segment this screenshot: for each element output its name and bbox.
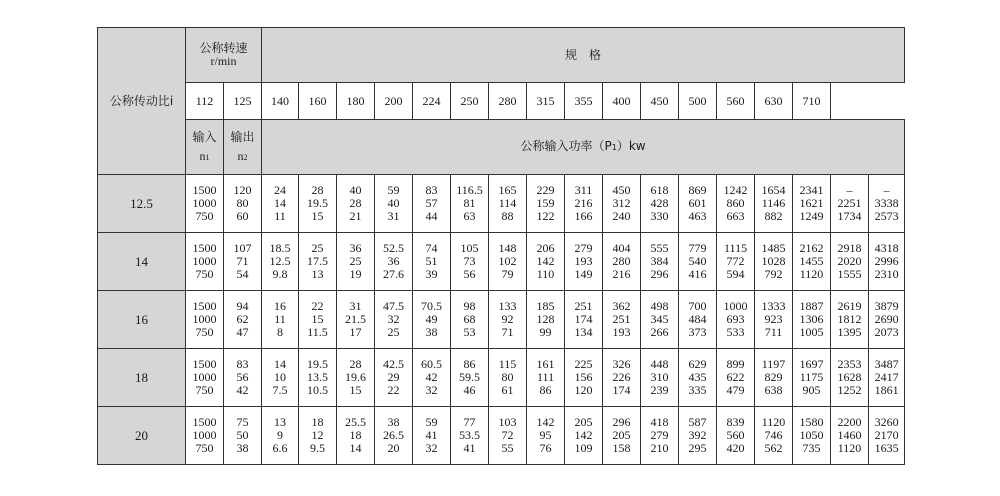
ratio-cell: 16: [98, 291, 186, 349]
power-cell: 3487 2417 1861: [869, 349, 905, 407]
input-speed-cell: 1500 1000 750: [186, 291, 224, 349]
ratio-cell: 14: [98, 233, 186, 291]
power-cell: 36 25 19: [337, 233, 375, 291]
size-header-160: 160: [299, 83, 337, 120]
table-row: [98, 291, 905, 349]
power-cell: 40 28 21: [337, 175, 375, 233]
output-speed-cell: 107 71 54: [224, 233, 262, 291]
power-cell: 142 95 76: [527, 407, 565, 465]
power-cell: 1197 829 638: [755, 349, 793, 407]
power-cell: 86 59.5 46: [451, 349, 489, 407]
power-cell: 28 19.6 15: [337, 349, 375, 407]
power-cell: 31 21.5 17: [337, 291, 375, 349]
size-header-400: 400: [603, 83, 641, 120]
size-header-500: 500: [679, 83, 717, 120]
power-cell: 450 312 240: [603, 175, 641, 233]
power-cell: 161 111 86: [527, 349, 565, 407]
power-cell: 98 68 53: [451, 291, 489, 349]
power-cell: 165 114 88: [489, 175, 527, 233]
power-cell: 869 601 463: [679, 175, 717, 233]
power-cell: 2162 1455 1120: [793, 233, 831, 291]
power-cell: 587 392 295: [679, 407, 717, 465]
power-cell: 19.5 13.5 10.5: [299, 349, 337, 407]
spec-header: 规 格: [262, 28, 905, 83]
power-cell: 18.5 12.5 9.8: [262, 233, 299, 291]
power-cell: 629 435 335: [679, 349, 717, 407]
power-cell: 16 11 8: [262, 291, 299, 349]
power-cell: 1654 1146 882: [755, 175, 793, 233]
power-cell: 279 193 149: [565, 233, 603, 291]
power-cell: 70.5 49 38: [413, 291, 451, 349]
size-header-250: 250: [451, 83, 489, 120]
power-cell: 2341 1621 1249: [793, 175, 831, 233]
power-cell: 448 310 239: [641, 349, 679, 407]
size-header-180: 180: [337, 83, 375, 120]
output-speed-cell: 120 80 60: [224, 175, 262, 233]
ratio-header: 公称传动比i: [98, 28, 186, 175]
rating-table: [97, 27, 905, 465]
power-cell: 148 102 79: [489, 233, 527, 291]
power-cell: 47.5 32 25: [375, 291, 413, 349]
power-cell: 60.5 42 32: [413, 349, 451, 407]
power-cell: 103 72 55: [489, 407, 527, 465]
power-cell: 225 156 120: [565, 349, 603, 407]
power-cell: 3260 2170 1635: [869, 407, 905, 465]
ratio-cell: 20: [98, 407, 186, 465]
power-cell: 133 92 71: [489, 291, 527, 349]
table-row: [98, 175, 905, 233]
ratio-cell: 12.5: [98, 175, 186, 233]
power-cell: 1580 1050 735: [793, 407, 831, 465]
power-cell: 42.5 29 22: [375, 349, 413, 407]
power-cell: 1887 1306 1005: [793, 291, 831, 349]
size-header-125: 125: [224, 83, 262, 120]
power-cell: 2200 1460 1120: [831, 407, 869, 465]
power-cell: 24 14 11: [262, 175, 299, 233]
size-header-450: 450: [641, 83, 679, 120]
power-cell: 105 73 56: [451, 233, 489, 291]
power-cell: 4318 2996 2310: [869, 233, 905, 291]
power-cell: 22 15 11.5: [299, 291, 337, 349]
input-speed-cell: 1500 1000 750: [186, 233, 224, 291]
power-cell: 899 622 479: [717, 349, 755, 407]
power-cell: 1000 693 533: [717, 291, 755, 349]
power-cell: 115 80 61: [489, 349, 527, 407]
power-cell: 116.5 81 63: [451, 175, 489, 233]
power-cell: 618 428 330: [641, 175, 679, 233]
input-speed-cell: 1500 1000 750: [186, 349, 224, 407]
power-cell: 2353 1628 1252: [831, 349, 869, 407]
power-cell: 83 57 44: [413, 175, 451, 233]
power-cell: 251 174 134: [565, 291, 603, 349]
power-cell: 3879 2690 2073: [869, 291, 905, 349]
power-cell: 700 484 373: [679, 291, 717, 349]
size-header-200: 200: [375, 83, 413, 120]
power-cell: 1333 923 711: [755, 291, 793, 349]
power-cell: 28 19.5 15: [299, 175, 337, 233]
power-cell: 1242 860 663: [717, 175, 755, 233]
size-header-112: 112: [186, 83, 224, 120]
table-row: [98, 349, 905, 407]
power-cell: 14 10 7.5: [262, 349, 299, 407]
output-header: 输出 n2: [224, 120, 262, 175]
power-cell: 205 142 109: [565, 407, 603, 465]
output-speed-cell: 94 62 47: [224, 291, 262, 349]
power-cell: 1115 772 594: [717, 233, 755, 291]
size-header-355: 355: [565, 83, 603, 120]
power-cell: 52.5 36 27.6: [375, 233, 413, 291]
input-speed-cell: 1500 1000 750: [186, 407, 224, 465]
power-cell: 18 12 9.5: [299, 407, 337, 465]
power-cell: 13 9 6.6: [262, 407, 299, 465]
power-cell: 311 216 166: [565, 175, 603, 233]
ratio-cell: 18: [98, 349, 186, 407]
input-header: 输入 n1: [186, 120, 224, 175]
power-cell: 1120 746 562: [755, 407, 793, 465]
output-speed-cell: 83 56 42: [224, 349, 262, 407]
power-cell: 404 280 216: [603, 233, 641, 291]
power-cell: 296 205 158: [603, 407, 641, 465]
power-cell: 555 384 296: [641, 233, 679, 291]
power-cell: 326 226 174: [603, 349, 641, 407]
size-header-140: 140: [262, 83, 299, 120]
power-cell: 59 41 32: [413, 407, 451, 465]
size-header-630: 630: [755, 83, 793, 120]
power-cell: 839 560 420: [717, 407, 755, 465]
power-cell: 185 128 99: [527, 291, 565, 349]
output-speed-cell: 75 50 38: [224, 407, 262, 465]
size-header-224: 224: [413, 83, 451, 120]
table-row: [98, 407, 905, 465]
power-header: 公称输入功率（P1）kw: [262, 120, 905, 175]
power-cell: 362 251 193: [603, 291, 641, 349]
power-cell: – 3338 2573: [869, 175, 905, 233]
power-cell: 1485 1028 792: [755, 233, 793, 291]
power-cell: 206 142 110: [527, 233, 565, 291]
power-cell: 59 40 31: [375, 175, 413, 233]
power-cell: – 2251 1734: [831, 175, 869, 233]
power-cell: 74 51 39: [413, 233, 451, 291]
power-cell: 77 53.5 41: [451, 407, 489, 465]
power-cell: 38 26.5 20: [375, 407, 413, 465]
power-cell: 498 345 266: [641, 291, 679, 349]
power-cell: 229 159 122: [527, 175, 565, 233]
power-cell: 2619 1812 1395: [831, 291, 869, 349]
table-row: [98, 233, 905, 291]
input-speed-cell: 1500 1000 750: [186, 175, 224, 233]
power-cell: 779 540 416: [679, 233, 717, 291]
size-header-315: 315: [527, 83, 565, 120]
size-header-710: 710: [793, 83, 831, 120]
power-cell: 418 279 210: [641, 407, 679, 465]
power-cell: 25 17.5 13: [299, 233, 337, 291]
power-cell: 25.5 18 14: [337, 407, 375, 465]
power-cell: 2918 2020 1555: [831, 233, 869, 291]
size-header-280: 280: [489, 83, 527, 120]
speed-header: 公称转速 r/min: [186, 28, 262, 83]
size-header-560: 560: [717, 83, 755, 120]
power-cell: 1697 1175 905: [793, 349, 831, 407]
